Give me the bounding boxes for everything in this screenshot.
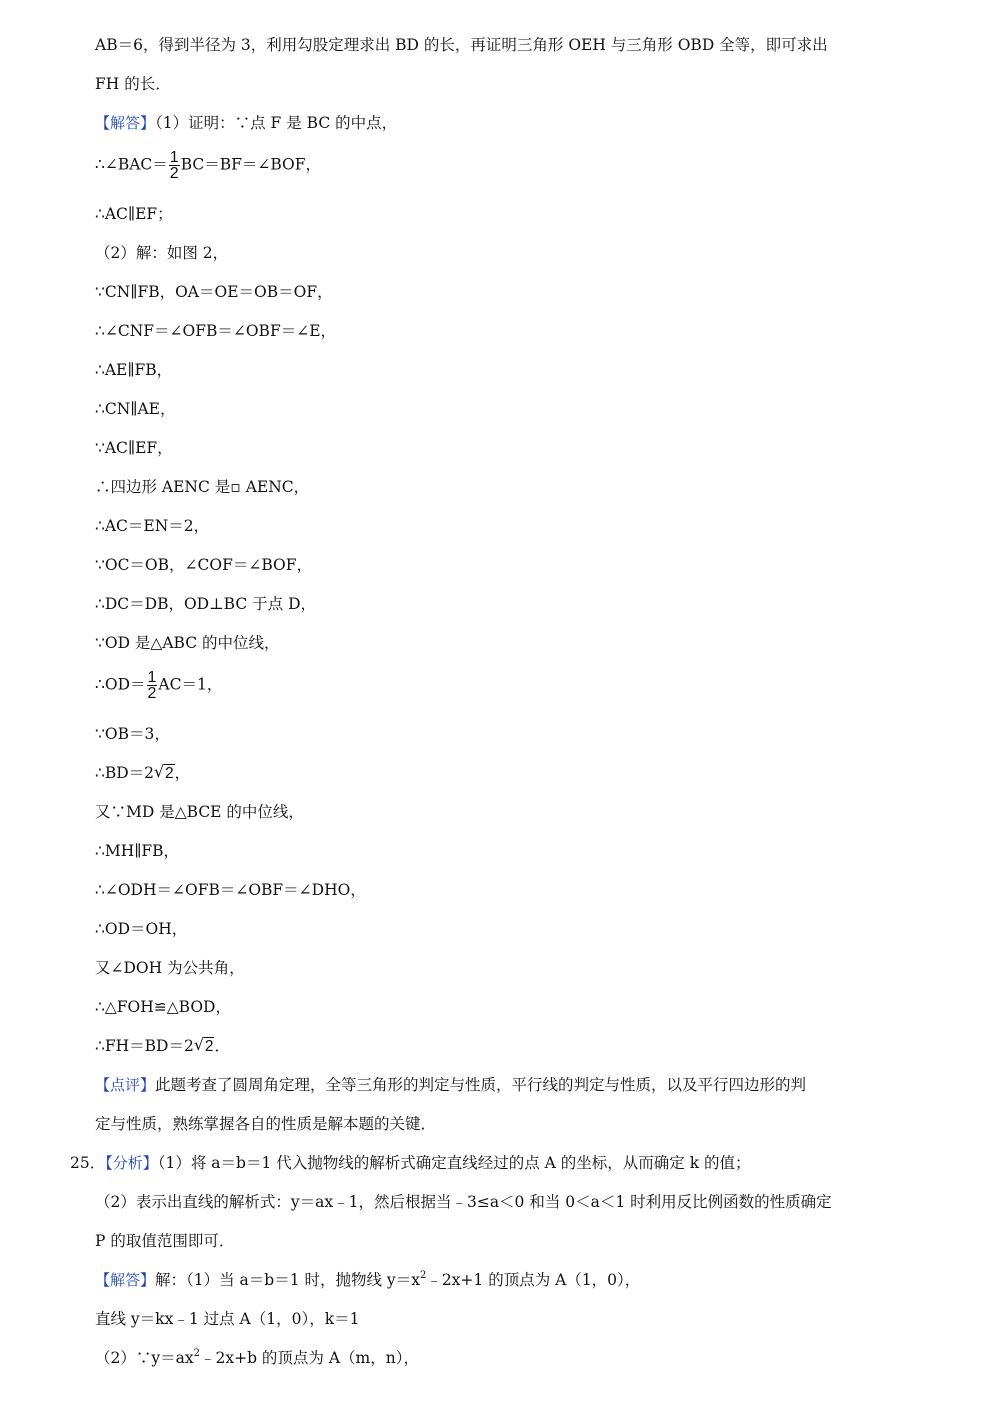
line-text: 直线 y＝kx﹣1 过点 A（1，0），k＝1 [95, 1310, 360, 1328]
fraction [169, 150, 180, 181]
fraction-denominator: 2 [147, 685, 157, 702]
line-text: BC＝BF＝∠BOF， [180, 155, 322, 174]
fraction-denominator: 2 [169, 165, 179, 182]
line-text: ， [174, 764, 191, 782]
line-text: 又∵MD 是△BCE 的中位线， [95, 803, 304, 821]
question-number: 25． [70, 1154, 106, 1172]
line-text: ∴AC∥EF； [95, 205, 173, 223]
text-line [95, 360, 172, 380]
fraction-numerator: 1 [147, 669, 157, 686]
line-text: ∴∠BAC＝ [95, 155, 168, 174]
text-line [95, 633, 280, 653]
line-text: P 的取值范围即可． [95, 1232, 235, 1250]
radical-sign-icon: √ [193, 1035, 205, 1054]
line-text: ∵AC∥EF， [95, 439, 173, 457]
radicand: 2 [204, 1038, 214, 1055]
text-line [95, 880, 366, 900]
text-line [95, 35, 828, 55]
text-line [95, 113, 397, 133]
line-text: （1）将 a＝b＝1 代入抛物线的解析式确定直线经过的点 A 的坐标，从而确定 k 的值； [157, 1154, 751, 1172]
text-line [95, 321, 336, 341]
line-text: AB＝6，得到半径为 3，利用勾股定理求出 BD 的长，再证明三角形 OEH 与三角形 OBD 全等，即可求出 [95, 36, 828, 54]
line-text: ∵CN∥FB，OA＝OE＝OB＝OF， [95, 283, 333, 301]
line-text: （2）表示出直线的解析式：y＝ax﹣1，然后根据当﹣3≤a＜0 和当 0＜a＜1 时利用反比例函数的性质确定 [95, 1193, 832, 1211]
radical-sign-icon: √ [154, 762, 165, 781]
line-text: ∴∠CNF＝∠OFB＝∠OBF＝∠E， [95, 322, 337, 340]
text-line [95, 1309, 359, 1329]
text-line [95, 150, 321, 181]
line-text: ∴AE∥FB， [95, 361, 173, 379]
line-text: ∴CN∥AE， [95, 400, 176, 418]
text-line [95, 1075, 806, 1095]
line-text: ∴DC＝DB，OD⊥BC 于点 D， [95, 595, 316, 613]
line-text: AC＝1， [158, 675, 223, 694]
line-text: ∴△FOH≌△BOD， [95, 998, 231, 1016]
line-text: 又∠DOH 为公共角， [95, 959, 245, 977]
radicand: 2 [165, 765, 174, 782]
text-line [95, 1036, 230, 1057]
answer-tag: 【解答】 [95, 114, 156, 132]
text-line [95, 204, 173, 224]
line-text: （2）解：如图 2， [95, 244, 229, 262]
fraction [147, 670, 158, 701]
text-line [95, 763, 190, 784]
text-line [95, 243, 228, 263]
line-text: ﹣2x+1 的顶点为 A（1，0）， [426, 1271, 641, 1289]
answer-tag: 【解答】 [95, 1271, 156, 1289]
text-line [95, 1270, 640, 1290]
text-line [95, 802, 304, 822]
line-text: ∴四边形 AENC 是▫ AENC， [95, 478, 310, 496]
line-text: ． [214, 1037, 230, 1055]
line-text: ∴OD＝ [95, 675, 146, 694]
line-text: 解：（1）当 a＝b＝1 时，抛物线 y＝x [155, 1271, 420, 1289]
text-line [95, 555, 312, 575]
text-line [95, 841, 179, 861]
line-text: ∵OC＝OB，∠COF＝∠BOF， [95, 556, 312, 574]
line-text: ∴BD＝2 [95, 764, 155, 782]
comment-tag: 【点评】 [95, 1076, 156, 1094]
square-root [194, 1036, 215, 1057]
line-text: 定与性质，熟练掌握各自的性质是解本题的关键． [95, 1115, 437, 1133]
analysis-tag: 【分析】 [105, 1154, 158, 1172]
text-line [95, 1192, 832, 1212]
line-text: FH 的长． [95, 75, 171, 93]
text-line [95, 958, 245, 978]
text-line [95, 1348, 419, 1368]
fraction-numerator: 1 [169, 149, 179, 166]
text-line [95, 724, 170, 744]
exponent: 2 [193, 1348, 200, 1359]
text-line [70, 1153, 751, 1173]
text-line [95, 594, 316, 614]
text-line [95, 516, 209, 536]
text-line [95, 74, 171, 94]
text-line [95, 399, 175, 419]
line-text: （1）证明：∵点 F 是 BC 的中点， [155, 114, 398, 132]
line-text: ∴AC＝EN＝2， [95, 517, 210, 535]
line-text: ∵OB＝3， [95, 725, 170, 743]
line-text: ﹣2x+b 的顶点为 A（m，n）， [199, 1349, 419, 1367]
line-text: ∵OD 是△ABC 的中位线， [95, 634, 280, 652]
line-text: ∴FH＝BD＝2 [95, 1037, 194, 1055]
text-line [95, 919, 187, 939]
text-line [95, 477, 309, 497]
text-line [95, 1114, 436, 1134]
line-text: ∴∠ODH＝∠OFB＝∠OBF＝∠DHO， [95, 881, 366, 899]
line-text: 此题考查了圆周角定理，全等三角形的判定与性质，平行线的判定与性质，以及平行四边形的判 [155, 1076, 807, 1094]
line-text: ∴OD＝OH， [95, 920, 188, 938]
text-line [95, 282, 333, 302]
text-line [95, 438, 173, 458]
text-line [95, 670, 222, 701]
exponent: 2 [419, 1270, 427, 1281]
square-root [154, 763, 175, 784]
text-line [95, 1231, 234, 1251]
line-text: （2）∵y＝ax [95, 1349, 194, 1367]
text-line [95, 997, 231, 1017]
line-text: ∴MH∥FB， [95, 842, 180, 860]
